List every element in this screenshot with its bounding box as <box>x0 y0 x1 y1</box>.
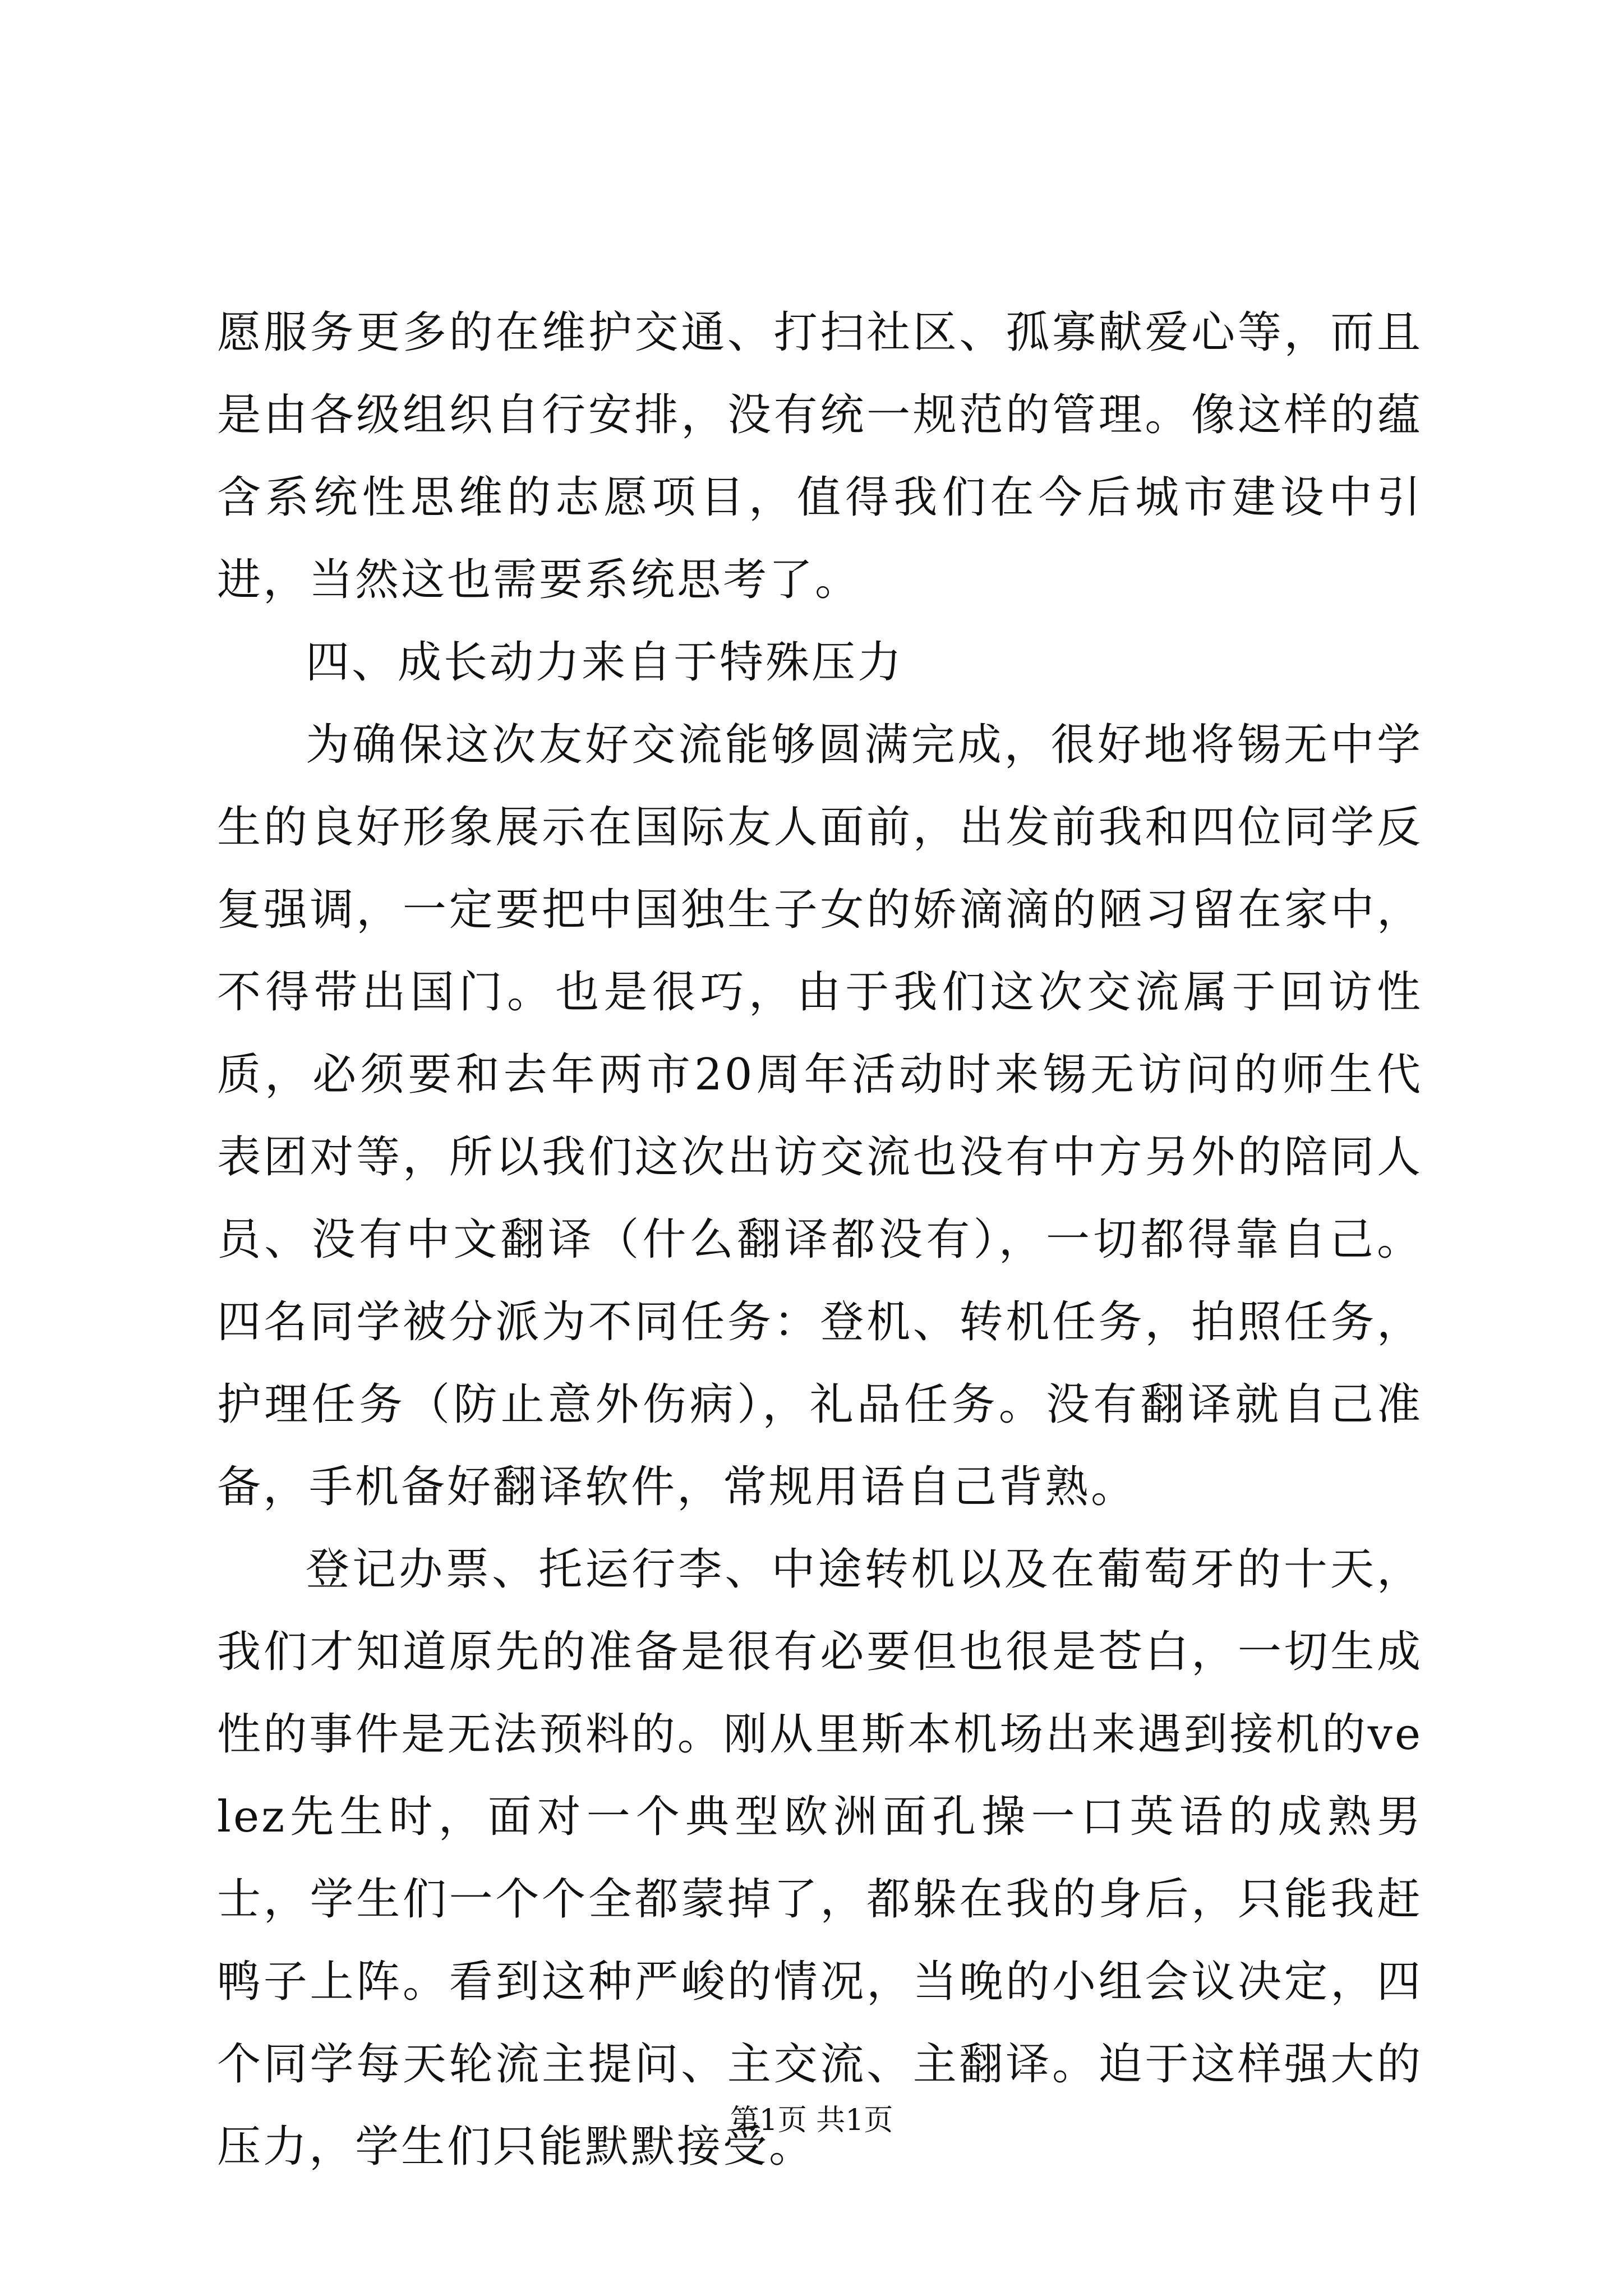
paragraph-arrival: 登记办票、托运行李、中途转机以及在葡萄牙的十天，我们才知道原先的准备是很有必要但也很是苍白，一切生成性的事件是无法预料的。刚从里斯本机场出来遇到接机的velez先生时，面对一个典型欧洲面孔操一口英语的成熟男士，学生们一个个全都蒙掉了，都躲在我的身后，只能我赶鸭子上阵。看到这种严峻的情况，当晚的小组会议决定，四个同学每天轮流主提问、主交流、主翻译。迫于这样强大的压力，学生们只能默默接受。 <box>217 1544 1423 2172</box>
section-heading: 四、成长动力来自于特殊压力 <box>306 637 904 688</box>
document-body <box>217 292 1423 2188</box>
paragraph-continued: 愿服务更多的在维护交通、打扫社区、孤寡献爱心等，而且是由各级组织自行安排，没有统一规范的管理。像这样的蕴含系统性思维的志愿项目，值得我们在今后城市建设中引进，当然这也需要系统思考了。 <box>217 307 1423 605</box>
paragraph-preparation: 为确保这次友好交流能够圆满完成，很好地将锡无中学生的良好形象展示在国际友人面前，出发前我和四位同学反复强调，一定要把中国独生子女的娇滴滴的陋习留在家中，不得带出国门。也是很巧，由于我们这次交流属于回访性质，必须要和去年两市20周年活动时来锡无访问的师生代表团对等，所以我们这次出访交流也没有中方另外的陪同人员、没有中文翻译（什么翻译都没有），一切都得靠自己。四名同学被分派为不同任务：登机、转机任务，拍照任务，护理任务（防止意外伤病），礼品任务。没有翻译就自己准备，手机备好翻译软件，常规用语自己背熟。 <box>217 720 1423 1512</box>
page-footer: 第1页 共1页 <box>730 2104 893 2137</box>
